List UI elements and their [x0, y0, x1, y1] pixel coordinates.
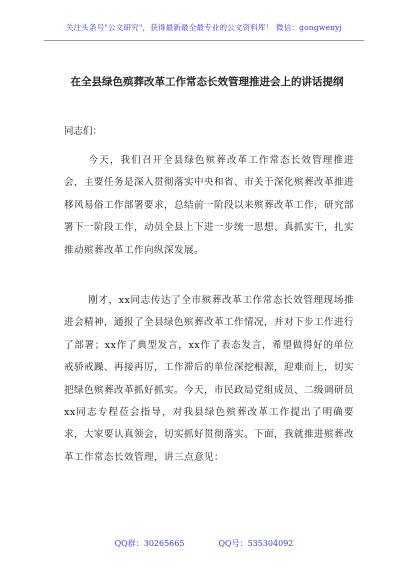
footer-contact	[0, 538, 408, 549]
paragraph-2	[64, 290, 354, 469]
paragraph-1-text: 今天，我们召开全县绿色殡葬改革工作常态长效管理推进会，主要任务是深入贯彻落实中央和省、市关于深化殡葬改革推进移风易俗工作部署要求，总结前一阶段以来殡葬改革工作，研究部署下一阶段工作，动员全县上下进一步统一思想、真抓实干，扎实推动殡葬改革工作向纵深发展。	[64, 155, 355, 256]
header-banner: 关注头条号"公文研究"，获得最新最全最专业的公文资料库！ 微信：gongwenyj	[65, 23, 343, 32]
header-divider	[44, 40, 364, 41]
footer-qq-number: QQ号：535304092	[218, 539, 294, 548]
footer-qq-group: QQ群：30265665	[114, 539, 185, 548]
paragraph-2-text: 刚才，xx同志传达了全市殡葬改革工作常态长效管理现场推进会精神，通报了全县绿色殡葬改革工作情况，并对下步工作进行了部署；xx作了典型发言，xx作了表态发言，希望做得好的单位戒骄戒躁、再接再厉，工作滞后的单位深挖根源，迎难而上，切实把绿色殡葬改革抓好抓实。今天，市民政局党组成员、二级调研员xx同志专程莅会指导，对我县绿色殡葬改革工作提出了明确要求，大家要认真领会，切实抓好贯彻落实。下面，我就推进殡葬改革工作常态长效管理，讲三点意见：	[64, 295, 355, 463]
document-title: 在全县绿色殡葬改革工作常态长效管理推进会上的讲话提纲	[70, 76, 344, 88]
salutation: 同志们：	[64, 126, 103, 137]
paragraph-1	[64, 150, 354, 262]
